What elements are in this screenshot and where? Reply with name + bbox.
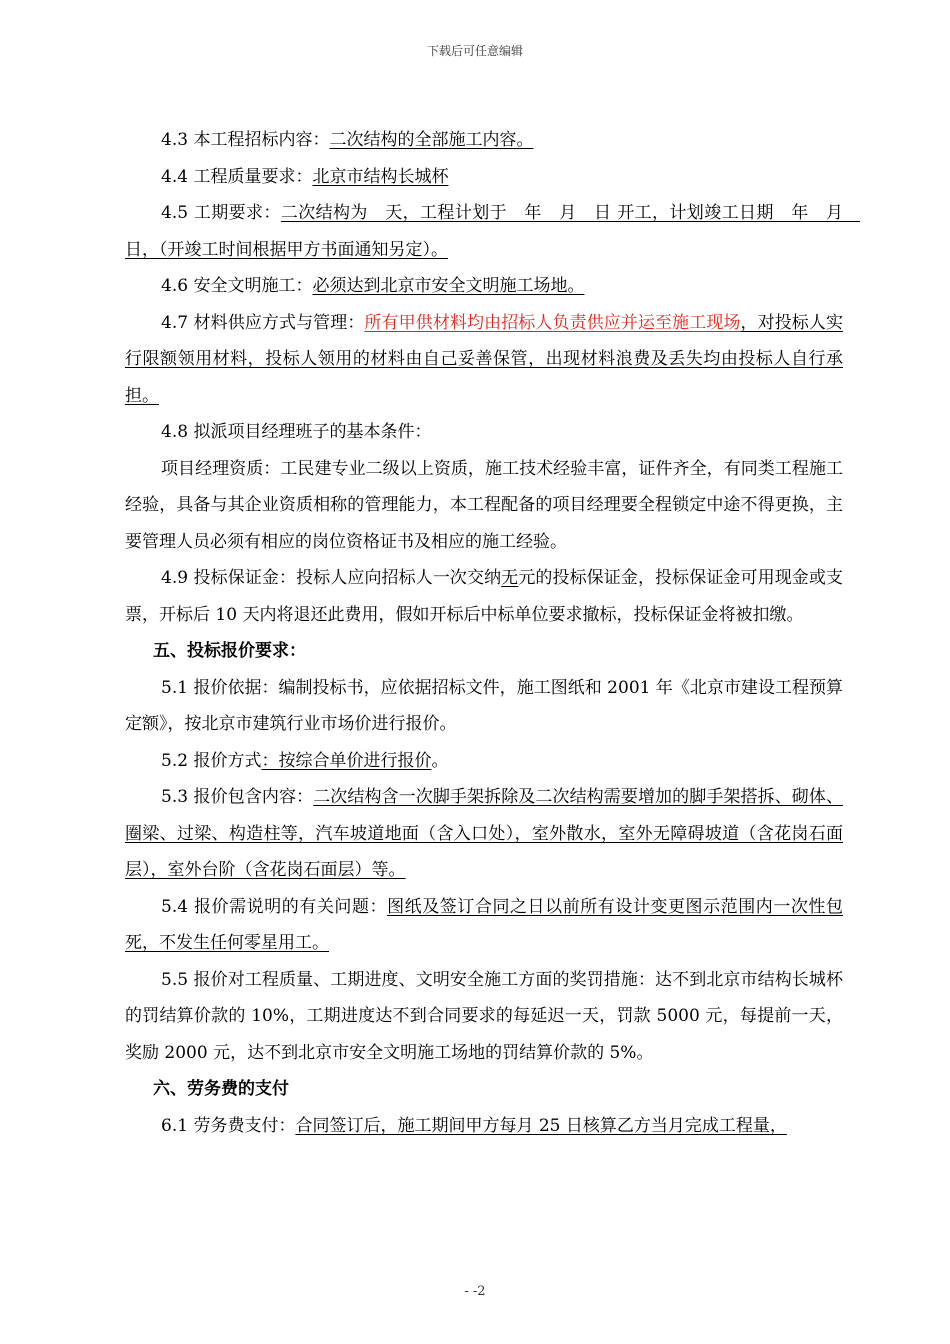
clause-4-8: 4.8 拟派项目经理班子的基本条件：	[161, 422, 432, 442]
clause-4-9: 4.9 投标保证金：投标人应向招标人一次交纳无元的投标保证金，投标保证金可用现金或支票，开标后 10 天内将退还此费用，假如开标后中标单位要求撤标，投标保证金将被扣缴。	[125, 568, 843, 625]
page-header: 下载后可任意编辑	[426, 44, 523, 58]
clause-value: 北京市结构长城杯	[312, 166, 449, 187]
document-body	[125, 122, 860, 1144]
clause-value: 合同签订后，施工期间甲方每月 25 日核算乙方当月完成工程量，	[295, 1115, 787, 1136]
clause-5-2: 5.2 报价方式：按综合单价进行报价。	[161, 750, 449, 771]
manager-qualification: 项目经理资质：工民建专业二级以上资质，施工技术经验丰富，证件齐全，有同类工程施工经验，具备与其企业资质相称的管理能力，本工程配备的项目经理要全程锁定中途不得更换，主要管理人员必须有相应的岗位资格证书及相应的施工经验。	[125, 458, 843, 552]
clause-value-highlight: 所有甲供材料均由招标人负责供应并运至施工现场	[364, 312, 741, 333]
clause-4-6: 4.6 安全文明施工：必须达到北京市安全文明施工场地。	[161, 276, 585, 296]
clause-value: ：按综合单价进行报价	[261, 750, 432, 771]
page-number: - -2	[464, 1284, 486, 1299]
clause-value: 二次结构含一次脚手架拆除及二次结构需要增加的脚手架搭拆、砌体、圈梁、过梁、构造柱等，汽车坡道地面（含入口处），室外散水，室外无障碍坡道（含花岗石面层），室外台阶（含花岗石面层）等。	[125, 787, 843, 880]
clause-value: 图纸及签订合同之日以前所有设计变更图示范围内一次性包死，不发生任何零星用工。	[125, 896, 843, 953]
section-heading-5: 五、投标报价要求：	[153, 641, 306, 661]
clause-4-7: 4.7 材料供应方式与管理：所有甲供材料均由招标人负责供应并运至施工现场，对投标人实行限额领用材料，投标人领用的材料由自己妥善保管，出现材料浪费及丢失均由投标人自行承担。	[125, 312, 843, 406]
clause-5-3: 5.3 报价包含内容：二次结构含一次脚手架拆除及二次结构需要增加的脚手架搭拆、砌体、圈梁、过梁、构造柱等，汽车坡道地面（含入口处），室外散水，室外无障碍坡道（含花岗石面层），室外台阶（含花岗石面层）等。	[125, 787, 843, 880]
deposit-amount: 无	[501, 568, 519, 588]
clause-value: 二次结构为 天，工程计划于 年 月 日 开工，计划竣工日期 年 月 日，（开竣工时间根据甲方书面通知另定）。	[125, 203, 860, 260]
clause-4-3: 4.3 本工程招标内容：二次结构的全部施工内容。	[161, 130, 534, 150]
clause-value: 二次结构的全部施工内容。	[329, 130, 534, 150]
clause-value: ，对投标人实行限额领用材料，投标人领用的材料由自己妥善保管，出现材料浪费及丢失均由投标人自行承担。	[125, 312, 843, 406]
section-heading-6: 六、劳务费的支付	[153, 1079, 289, 1099]
clause-5-1: 5.1 报价依据：编制投标书，应依据招标文件，施工图纸和 2001 年《北京市建设工程预算定额》，按北京市建筑行业市场价进行报价。	[125, 677, 843, 734]
clause-6-1: 6.1 劳务费支付：合同签订后，施工期间甲方每月 25 日核算乙方当月完成工程量，	[161, 1115, 787, 1136]
clause-4-5: 4.5 工期要求：二次结构为 天，工程计划于 年 月 日 开工，计划竣工日期 年 月 日，（开竣工时间根据甲方书面通知另定）。	[125, 203, 860, 260]
clause-5-5: 5.5 报价对工程质量、工期进度、文明安全施工方面的奖罚措施：达不到北京市结构长城杯的罚结算价款的 10%，工期进度达不到合同要求的每延迟一天，罚款 5000 元，每提前一天，奖励 2000 元，达不到北京市安全文明施工场地的罚结算价款的 5%。	[125, 969, 843, 1063]
clause-value: 必须达到北京市安全文明施工场地。	[312, 276, 585, 296]
clause-5-4: 5.4 报价需说明的有关问题：图纸及签订合同之日以前所有设计变更图示范围内一次性包死，不发生任何零星用工。	[125, 896, 843, 953]
clause-4-4: 4.4 工程质量要求：北京市结构长城杯	[161, 166, 449, 187]
